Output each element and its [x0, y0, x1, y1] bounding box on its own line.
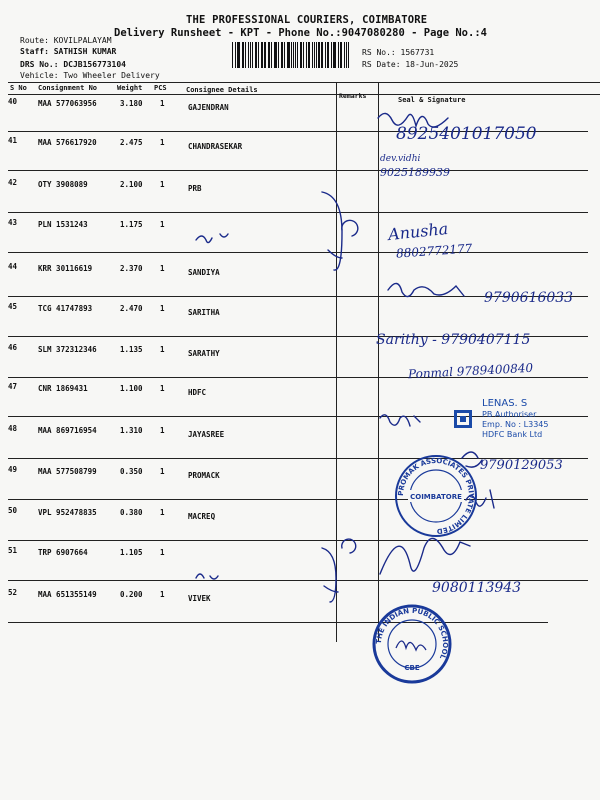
- handwritten-name-41: dev.vidhi: [380, 154, 421, 164]
- row-consignment-no: MAA 651355149: [38, 590, 97, 599]
- signature-row44: [388, 283, 464, 296]
- row-sno: 51: [8, 546, 18, 555]
- row-weight: 0.380: [120, 508, 143, 517]
- row-weight: 2.100: [120, 180, 143, 189]
- drs-label: DRS No.: DCJB156773104: [20, 60, 126, 69]
- row-pcs: 1: [160, 508, 165, 517]
- row-sno: 46: [8, 343, 18, 352]
- row-pcs: 1: [160, 99, 165, 108]
- col-pcs: PCS: [154, 84, 167, 92]
- company-title: THE PROFESSIONAL COURIERS, COIMBATORE: [186, 14, 428, 26]
- row-consignment-no: KRR 30116619: [38, 264, 93, 273]
- row-sno: 43: [8, 218, 18, 227]
- row-pcs: 1: [160, 467, 165, 476]
- row-weight: 0.200: [120, 590, 143, 599]
- route-label: Route: KOVILPALAYAM: [20, 36, 112, 45]
- row-consignment-no: SLM 372312346: [38, 345, 97, 354]
- row-consignee: MACREQ: [188, 512, 216, 521]
- row-weight: 1.105: [120, 548, 143, 557]
- row-consignment-no: PLN 1531243: [38, 220, 88, 229]
- handwritten-sig-46: Ponmal 9789400840: [407, 360, 534, 382]
- row-weight: 1.310: [120, 426, 143, 435]
- row-consignee: HDFC: [188, 388, 207, 397]
- row-consignee: VIVEK: [188, 594, 211, 603]
- row-sno: 52: [8, 588, 18, 597]
- row-weight: 2.470: [120, 304, 143, 313]
- row-weight: 1.100: [120, 384, 143, 393]
- handwritten-phone-40: 8925401017050: [396, 124, 537, 144]
- school-center-text: CBE: [404, 664, 420, 672]
- col-weight: Weight: [117, 84, 143, 92]
- runsheet-subtitle: Delivery Runsheet - KPT - Phone No.:9047080280 - Page No.:4: [114, 27, 487, 39]
- vehicle-label: Vehicle: Two Wheeler Delivery: [20, 71, 160, 80]
- row-consignment-no: TCG 41747893: [38, 304, 93, 313]
- row-pcs: 1: [160, 138, 165, 147]
- bracket-sign-row42: [322, 192, 342, 270]
- row-pcs: 1: [160, 304, 165, 313]
- row-sno: 45: [8, 302, 18, 311]
- row-consignee: SANDIYA: [188, 268, 220, 277]
- row-sno: 49: [8, 465, 18, 474]
- row-sno: 41: [8, 136, 18, 145]
- row-consignee: PRB: [188, 184, 202, 193]
- hdfc-stamp-emp: Emp. No : L3345: [482, 420, 549, 429]
- handwritten-phone-41: 9025189939: [380, 166, 450, 179]
- bracket-sign-row51: [322, 548, 338, 602]
- row-pcs: 1: [160, 180, 165, 189]
- row-sno: 50: [8, 506, 18, 515]
- scribble-row51: [196, 574, 218, 579]
- handwritten-phone-51: 9080113943: [432, 580, 522, 596]
- row-weight: 3.180: [120, 99, 143, 108]
- row-pcs: 1: [160, 590, 165, 599]
- row-consignment-no: MAA 577508799: [38, 467, 97, 476]
- mark-row43: [342, 220, 358, 236]
- promak-ring-text: PROMAK ASSOCIATES PRIVATE LIMITED: [396, 456, 476, 536]
- handwritten-phone-44: 9790616033: [484, 290, 574, 306]
- promak-stamp: [394, 454, 478, 538]
- row-weight: 2.475: [120, 138, 143, 147]
- hdfc-stamp-bank: HDFC Bank Ltd: [482, 430, 543, 439]
- scribble-row43: [196, 234, 228, 243]
- hdfc-stamp-role: PB Authoriser: [482, 410, 537, 419]
- col-seal: Seal & Signature: [398, 96, 466, 104]
- row-consignee: PROMACK: [188, 471, 220, 480]
- row-sno: 44: [8, 262, 18, 271]
- promak-center-text: COIMBATORE: [410, 493, 462, 501]
- row-consignment-no: MAA 576617920: [38, 138, 97, 147]
- row-weight: 1.135: [120, 345, 143, 354]
- handwritten-sig-45: Sarithy - 9790407115: [376, 332, 531, 348]
- signature-row51: [380, 538, 470, 574]
- rs-number: RS No.: 1567731: [362, 48, 435, 57]
- signature-row47: [380, 415, 420, 426]
- row-weight: 1.175: [120, 220, 143, 229]
- school-stamp: [372, 604, 452, 684]
- row-pcs: 1: [160, 548, 165, 557]
- row-consignee: SARITHA: [188, 308, 220, 317]
- row-consignee: SARATHY: [188, 349, 220, 358]
- hdfc-stamp-name: LENAS. S: [482, 398, 528, 409]
- row-sno: 47: [8, 382, 18, 391]
- row-sno: 40: [8, 97, 18, 106]
- col-consignment: Consignment No: [38, 84, 98, 92]
- row-consignment-no: TRP 6907664: [38, 548, 88, 557]
- col-remarks: Remarks: [339, 92, 367, 100]
- row-pcs: 1: [160, 220, 165, 229]
- row-consignment-no: OTY 3908089: [38, 180, 88, 189]
- row-sno: 48: [8, 424, 18, 433]
- row-consignee: CHANDRASEKAR: [188, 142, 243, 151]
- row-pcs: 1: [160, 426, 165, 435]
- row-consignee: JAYASREE: [188, 430, 225, 439]
- mark-row51: [342, 539, 356, 553]
- handwritten-sig-43: Anusha: [387, 218, 450, 245]
- row-consignment-no: CNR 1869431: [38, 384, 88, 393]
- row-pcs: 1: [160, 264, 165, 273]
- row-consignment-no: MAA 869716954: [38, 426, 97, 435]
- row-sno: 42: [8, 178, 18, 187]
- school-ring-text: THE INDIAN PUBLIC SCHOOL: [374, 606, 450, 661]
- col-consignee: Consignee Details: [186, 86, 258, 94]
- col-sno: S No: [10, 84, 27, 92]
- row-pcs: 1: [160, 345, 165, 354]
- handwritten-phone-49: 9790129053: [480, 458, 563, 473]
- rs-date: RS Date: 18-Jun-2025: [362, 60, 459, 69]
- row-consignment-no: MAA 577063956: [38, 99, 97, 108]
- row-pcs: 1: [160, 384, 165, 393]
- row-weight: 2.370: [120, 264, 143, 273]
- row-weight: 0.350: [120, 467, 143, 476]
- row-consignment-no: VPL 952478835: [38, 508, 97, 517]
- handwritten-phone-43: 8802772177: [395, 241, 473, 261]
- staff-label: Staff: SATHISH KUMAR: [20, 47, 117, 56]
- row-consignee: GAJENDRAN: [188, 103, 229, 112]
